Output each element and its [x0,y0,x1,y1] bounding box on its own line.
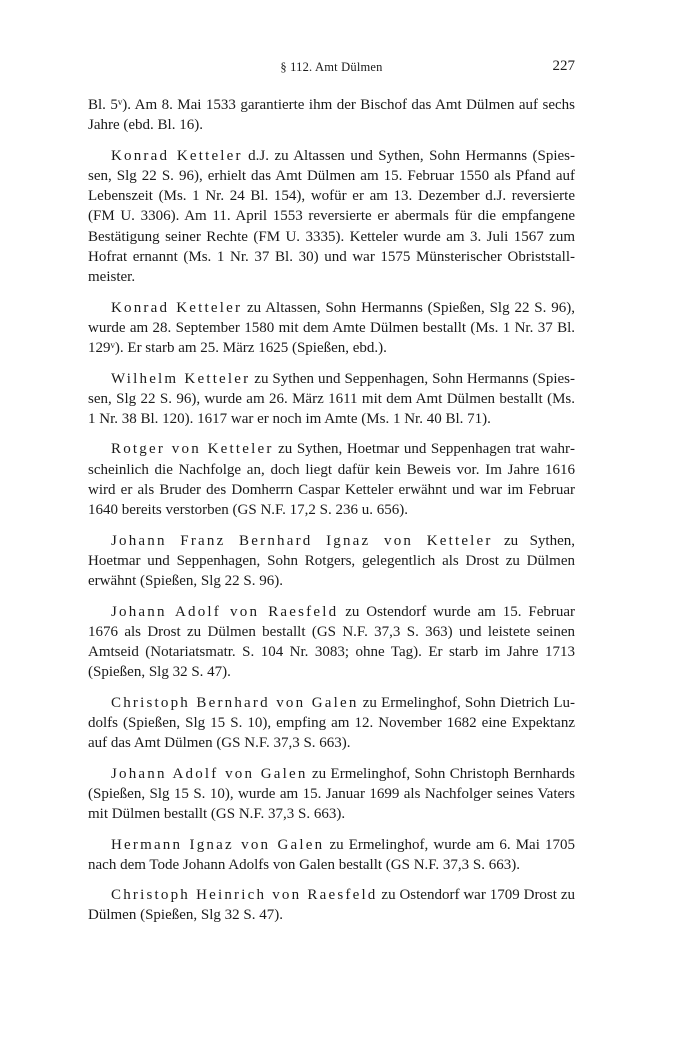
entry-text: zu Ostendorf war 1709 Drost zu Dülmen (Spießen, Slg 32 S. 47). [88,887,575,924]
person-name: Johann Adolf von Raesfeld [111,603,339,620]
person-name: Rotger von Ketteler [111,441,274,458]
person-name: Christoph Bernhard von Galen [111,694,359,711]
entry-text: zu Sythen, Hoetmar und Seppenhagen, Sohn Rotgers, gelegentlich als Drost zu Dülmen erwähnt (Spießen, Slg 22 S. 96). [88,532,575,590]
entry-text: zu Sythen und Seppenhagen, Sohn Hermanns (Spiessen, Slg 22 S. 96), wurde am 26. März 1611 mit dem Amt Dülmen bestallt (Ms. 1 Nr. 38 Bl. 120). 1617 war er noch im Amte (Ms. 1 Nr. 40 Bl. 71). [88,370,575,428]
person-name: Christoph Heinrich von Raesfeld [111,887,378,904]
entry-paragraph [88,885,575,926]
page-header [88,58,575,80]
paragraph-continuation [88,95,575,136]
entry-paragraph [88,602,575,683]
running-head: § 112. Amt Dülmen [280,60,383,74]
person-name: Johann Adolf von Galen [111,765,308,782]
entry-paragraph [88,439,575,520]
person-name: Johann Franz Bernhard Ignaz von Ketteler [111,532,493,549]
entry-text: zu Ostendorf wurde am 15. Februar 1676 als Drost zu Dülmen bestallt (GS N.F. 37,3 S. 363) und leistete seinen Amtseid (Notariatsmatr. S. 104 Nr. 3083; ohne Tag). Er starb im Jahre 1713 (Spießen, Slg 32 S. 47). [88,603,575,681]
body-text [88,95,575,936]
entry-text: Bl. 5ᵛ). Am 8. Mai 1533 garantierte ihm der Bischof das Amt Dülmen auf sechs Jahre (ebd. Bl. 16). [88,97,575,134]
entry-paragraph [88,531,575,592]
entry-paragraph [88,369,575,430]
person-name: Konrad Ketteler [111,299,243,316]
person-name: Konrad Ketteler [111,147,243,164]
entry-text: zu Altassen, Sohn Hermanns (Spießen, Slg 22 S. 96), wurde am 28. September 1580 mit dem Amte Dülmen bestallt (Ms. 1 Nr. 37 Bl. 129ᵛ). Er starb am 25. März 1625 (Spießen, ebd.). [88,299,575,357]
entry-paragraph [88,835,575,876]
entry-paragraph [88,693,575,754]
person-name: Wilhelm Ketteler [111,370,251,387]
entry-text: zu Ermelinghof, Sohn Christoph Bernhards (Spießen, Slg 15 S. 10), wurde am 15. Januar 1699 als Nachfolger seines Vaters mit Dülmen bestallt (GS N.F. 37,3 S. 663). [88,765,575,823]
entry-paragraph [88,298,575,359]
entry-paragraph [88,764,575,825]
entry-text: zu Ermelinghof, Sohn Dietrich Ludolfs (Spießen, Slg 15 S. 10), empfing am 12. November 1682 eine Expektanz auf das Amt Dülmen (GS N.F. 37,3 S. 663). [88,694,575,752]
entry-paragraph [88,146,575,288]
entry-text: zu Sythen, Hoetmar und Seppenhagen trat wahrscheinlich die Nachfolge an, doch liegt dafür kein Beweis vor. Im Jahre 1616 wird er als Bruder des Domherrn Caspar Ketteler erwähnt und war im Februar 1640 bereits verstorben (GS N.F. 17,2 S. 236 u. 656). [88,441,575,519]
entry-text: zu Ermelinghof, wurde am 6. Mai 1705 nach dem Tode Johann Adolfs von Galen bestallt (GS N.F. 37,3 S. 663). [88,836,575,873]
entry-text: d.J. zu Altassen und Sythen, Sohn Hermanns (Spiessen, Slg 22 S. 96), erhielt das Amt Dülmen am 15. Februar 1550 als Pfand auf Lebenszeit (Ms. 1 Nr. 24 Bl. 154), wofür er am 13. Dezember d.J. reversierte (FM U. 3306). Am 11. April 1553 reversierte er abermals für die empfangene Bestätigung seiner Rechte (FM U. 3335). Ketteler wurde am 3. Juli 1567 zum Hofrat ernannt (Ms. 1 Nr. 37 Bl. 30) und war 1575 Münsterischer Obriststallmeister. [88,147,575,286]
page-number: 227 [552,58,575,74]
person-name: Hermann Ignaz von Galen [111,836,325,853]
